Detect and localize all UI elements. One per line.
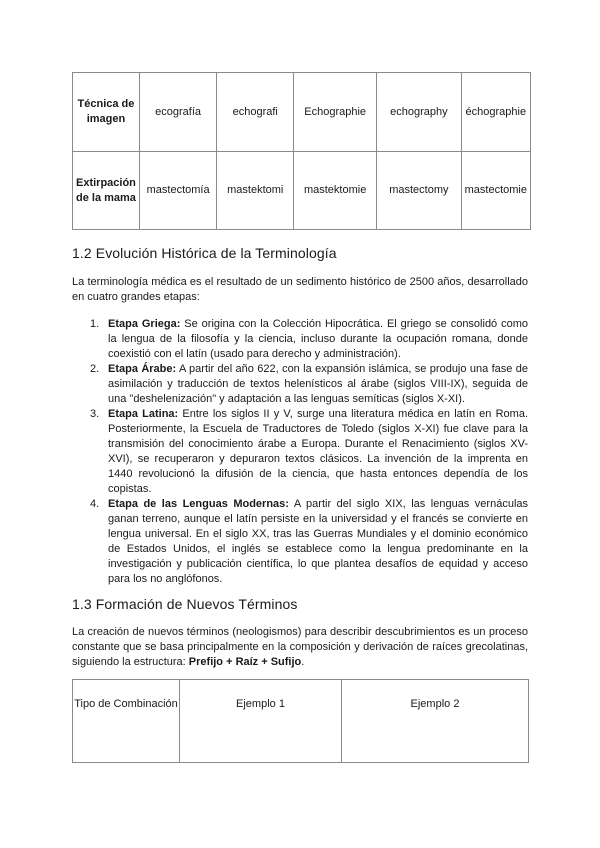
list-item <box>72 407 528 497</box>
table-cell: échographie <box>461 73 530 152</box>
row-header: Técnica de imagen <box>73 73 140 152</box>
combination-examples-table <box>72 679 529 763</box>
table-cell: mastectomía <box>139 152 216 230</box>
section-heading-new-terms: 1.3 Formación de Nuevos Términos <box>72 596 298 612</box>
stage-text: Se origina con la Colección Hipocrática. El griego se consolidó como la lengua de la filosofía y la ciencia, incluso durante la ocupación romana, donde coexistió con el latín (usado para derecho y administración). <box>108 318 528 360</box>
intro-end: . <box>301 656 305 668</box>
stage-text: Entre los siglos II y V, surge una literatura médica en latín en Roma. Posteriormente, la Escuela de Traductores de Toledo (siglos X-XI) fue clave para la transmisión del conocimiento árabe a Europa. Durante el Renacimiento (siglos XV-XVI), se recuperaron y depuraron textos clásicos. La invención de la imprenta en 1440 revolucionó la difusión de la ciencia, que hasta entonces dependía de los copistas. <box>108 408 528 495</box>
list-number: 4. <box>90 498 100 510</box>
terminology-translation-table <box>72 72 531 230</box>
list-number: 2. <box>90 363 100 375</box>
section-intro-paragraph <box>72 625 528 670</box>
list-item <box>72 317 528 362</box>
table-cell: mastektomi <box>217 152 294 230</box>
section-intro-paragraph: La terminología médica es el resultado de un sedimento histórico de 2500 años, desarrollado en cuatro grandes etapas: <box>72 276 528 303</box>
row-header: Extirpación de la mama <box>73 152 140 230</box>
historical-stages-list <box>72 317 528 587</box>
list-number: 1. <box>90 318 100 330</box>
table-cell: echography <box>377 73 462 152</box>
column-header-type: Tipo de Combinación <box>73 680 180 763</box>
list-item <box>72 497 528 587</box>
table-header-row <box>73 680 529 763</box>
stage-text: A partir del siglo XIX, las lenguas vernáculas ganan terreno, aunque el latín persiste en la universidad y el francés se convierte en lengua universal. En el siglo XX, tras las Guerras Mundiales y el dominio económico de Estados Unidos, el inglés se establece como la lengua predominante en la investigación y publicación científica, lo que plantea desafíos de equidad y acceso para los no anglófonos. <box>108 498 529 585</box>
column-header-example-2: Ejemplo 2 <box>342 680 529 763</box>
table-row <box>73 152 531 230</box>
column-header-example-1: Ejemplo 1 <box>180 680 342 763</box>
stage-label: Etapa Árabe: <box>108 363 177 375</box>
section-heading-historical-evolution: 1.2 Evolución Histórica de la Terminología <box>72 245 337 261</box>
table-cell: echografi <box>217 73 294 152</box>
stage-label: Etapa de las Lenguas Modernas: <box>108 498 289 510</box>
table-cell: ecografía <box>139 73 216 152</box>
table-cell: mastektomie <box>294 152 377 230</box>
table-cell: mastectomie <box>461 152 530 230</box>
intro-text: La creación de nuevos términos (neologismos) para describir descubrimientos es un proceso constante que se basa principalmente en la composición y derivación de raíces grecolatinas, siguiendo la estructura: <box>72 626 528 668</box>
table-row <box>73 73 531 152</box>
stage-text: A partir del año 622, con la expansión islámica, se produjo una fase de asimilación y traducción de textos helenísticos al árabe (siglos VIII-IX), seguida de una "deshelenización" y adaptación a las lenguas semíticas (siglos X-XI). <box>108 363 529 405</box>
stage-label: Etapa Griega: <box>108 318 181 330</box>
list-number: 3. <box>90 408 100 420</box>
table-cell: Echographie <box>294 73 377 152</box>
table-cell: mastectomy <box>377 152 462 230</box>
stage-label: Etapa Latina: <box>108 408 179 420</box>
formula-bold: Prefijo + Raíz + Sufijo <box>188 656 302 668</box>
list-item <box>72 362 528 407</box>
